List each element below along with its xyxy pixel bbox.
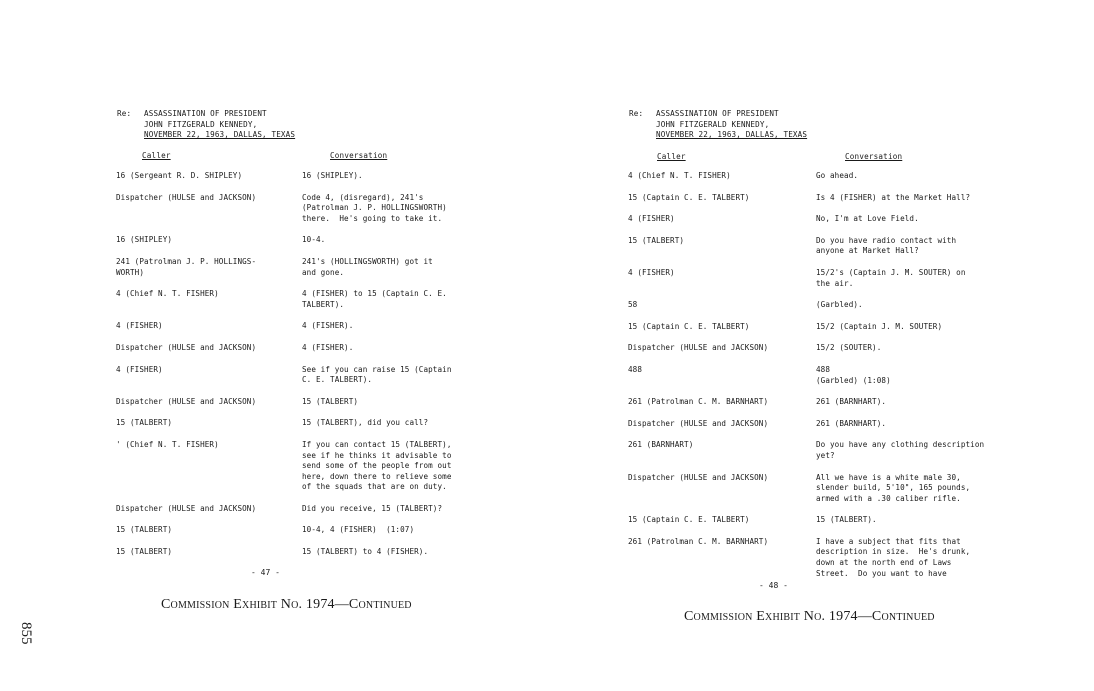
- document-header: [629, 109, 807, 141]
- document-header: [117, 109, 295, 141]
- conversation-cell: 15 (TALBERT): [302, 396, 359, 406]
- conversation-column-heading: Conversation: [845, 152, 903, 161]
- caller-cell: 4 (Chief N. T. FISHER): [628, 171, 731, 180]
- conversation-cell: 10-4.: [302, 235, 326, 245]
- caller-cell: 15 (Captain C. E. TALBERT): [628, 192, 750, 202]
- header-line-1: ASSASSINATION OF PRESIDENT: [144, 109, 267, 118]
- page-number: - 47 -: [251, 568, 280, 577]
- caller-cell: Dispatcher (HULSE and JACKSON): [628, 472, 769, 482]
- header-line-1: ASSASSINATION OF PRESIDENT: [656, 109, 779, 118]
- conversation-cell: 261 (BARNHART).: [816, 397, 887, 407]
- re-label: Re:: [629, 109, 644, 118]
- caller-cell: 16 (SHIPLEY): [116, 235, 173, 245]
- caller-cell: 261 (BARNHART): [628, 440, 694, 450]
- conversation-cell: If you can contact 15 (TALBERT), see if he thinks it advisable to send some of the people from out here, down there to relieve some of the squads that are on duty.: [302, 439, 452, 492]
- caller-cell: 488: [628, 364, 643, 374]
- transcript-rows: [116, 171, 492, 569]
- transcript-row: [628, 322, 1026, 333]
- transcript-row: [628, 473, 1026, 505]
- conversation-cell: (Garbled).: [816, 300, 863, 310]
- conversation-cell: Do you have any clothing description yet?: [816, 440, 985, 460]
- transcript-row: [116, 321, 492, 332]
- caller-cell: 58: [628, 300, 638, 310]
- caller-cell: Dispatcher (HULSE and JACKSON): [628, 343, 769, 353]
- conversation-cell: 15 (TALBERT) to 4 (FISHER).: [302, 547, 429, 557]
- conversation-column-heading: Conversation: [330, 151, 388, 160]
- caller-column-heading: Caller: [657, 152, 686, 161]
- caller-cell: 15 (TALBERT): [116, 547, 173, 557]
- caller-cell: 15 (Captain C. E. TALBERT): [628, 321, 750, 331]
- transcript-row: [628, 343, 1026, 354]
- caller-cell: Dispatcher (HULSE and JACKSON): [116, 396, 257, 406]
- caller-cell: 16 (Sergeant R. D. SHIPLEY): [116, 171, 243, 180]
- caller-cell: 261 (Patrolman C. M. BARNHART): [628, 397, 769, 407]
- transcript-row: [628, 236, 1026, 257]
- transcript-row: [116, 397, 492, 408]
- conversation-cell: See if you can raise 15 (Captain C. E. TALBERT).: [302, 364, 452, 385]
- conversation-cell: 261 (BARNHART).: [816, 418, 887, 428]
- caller-cell: 15 (TALBERT): [116, 418, 173, 428]
- conversation-cell: 10-4, 4 (FISHER) (1:07): [302, 525, 415, 535]
- transcript-row: [116, 171, 492, 182]
- caller-cell: 241 (Patrolman J. P. HOLLINGS- WORTH): [116, 256, 257, 277]
- header-line-3: NOVEMBER 22, 1963, DALLAS, TEXAS: [656, 130, 808, 139]
- conversation-cell: 15/2 (Captain J. M. SOUTER): [816, 321, 943, 331]
- conversation-cell: I have a subject that fits that description in size. He's drunk, down at the north end of Laws Street. Do you want to have: [816, 536, 971, 578]
- caller-cell: 4 (Chief N. T. FISHER): [116, 289, 219, 299]
- transcript-row: [628, 397, 1026, 408]
- exhibit-caption: Commission Exhibit No. 1974—Continued: [161, 597, 412, 612]
- transcript-row: [116, 525, 492, 536]
- caller-cell: ' (Chief N. T. FISHER): [116, 439, 219, 449]
- conversation-cell: 241's (HOLLINGSWORTH) got it and gone.: [302, 256, 433, 277]
- caller-cell: 15 (Captain C. E. TALBERT): [628, 515, 750, 525]
- conversation-cell: 15/2 (SOUTER).: [816, 343, 882, 353]
- conversation-cell: 4 (FISHER).: [302, 342, 354, 352]
- caller-cell: 4 (FISHER): [116, 321, 163, 331]
- caller-cell: 4 (FISHER): [116, 364, 163, 374]
- caller-cell: Dispatcher (HULSE and JACKSON): [116, 192, 257, 202]
- transcript-row: [116, 257, 492, 278]
- conversation-cell: Go ahead.: [816, 171, 859, 180]
- page-number: - 48 -: [759, 581, 788, 590]
- header-line-3: NOVEMBER 22, 1963, DALLAS, TEXAS: [144, 130, 296, 139]
- caller-cell: 261 (Patrolman C. M. BARNHART): [628, 536, 769, 546]
- conversation-cell: 4 (FISHER).: [302, 321, 354, 331]
- transcript-row: [116, 365, 492, 386]
- caller-cell: 15 (TALBERT): [628, 235, 685, 245]
- caller-cell: Dispatcher (HULSE and JACKSON): [116, 342, 257, 352]
- transcript-row: [116, 504, 492, 515]
- caller-column-heading: Caller: [142, 151, 171, 160]
- transcript-row: [628, 537, 1026, 579]
- transcript-row: [628, 300, 1026, 311]
- transcript-row: [628, 515, 1026, 526]
- side-page-number: 855: [18, 622, 34, 645]
- conversation-cell: 15 (TALBERT), did you call?: [302, 418, 429, 428]
- caller-cell: Dispatcher (HULSE and JACKSON): [628, 418, 769, 428]
- transcript-row: [116, 193, 492, 225]
- transcript-row: [628, 365, 1026, 386]
- transcript-row: [628, 214, 1026, 225]
- conversation-cell: Did you receive, 15 (TALBERT)?: [302, 503, 443, 513]
- transcript-row: [116, 547, 492, 558]
- conversation-cell: All we have is a white male 30, slender build, 5'10", 165 pounds, armed with a .30 caliber rifle.: [816, 472, 971, 503]
- transcript-row: [116, 343, 492, 354]
- header-line-2: JOHN FITZGERALD KENNEDY,: [144, 119, 258, 129]
- conversation-cell: 15 (TALBERT).: [816, 515, 877, 525]
- conversation-cell: No, I'm at Love Field.: [816, 214, 919, 224]
- conversation-cell: 4 (FISHER) to 15 (Captain C. E. TALBERT).: [302, 289, 447, 309]
- transcript-row: [628, 268, 1026, 289]
- transcript-row: [628, 440, 1026, 461]
- conversation-cell: 15/2's (Captain J. M. SOUTER) on the air.: [816, 267, 966, 288]
- right-page: [547, 0, 1094, 691]
- transcript-row: [628, 419, 1026, 430]
- header-line-2: JOHN FITZGERALD KENNEDY,: [656, 119, 770, 129]
- conversation-cell: Code 4, (disregard), 241's (Patrolman J. P. HOLLINGSWORTH) there. He's going to take it.: [302, 192, 447, 223]
- re-label: Re:: [117, 109, 132, 118]
- transcript-row: [116, 440, 492, 493]
- caller-cell: 15 (TALBERT): [116, 525, 173, 535]
- transcript-row: [116, 289, 492, 310]
- caller-cell: 4 (FISHER): [628, 214, 675, 224]
- transcript-row: [116, 418, 492, 429]
- exhibit-caption: Commission Exhibit No. 1974—Continued: [684, 609, 935, 624]
- transcript-rows: [628, 171, 1026, 590]
- transcript-row: [628, 171, 1026, 182]
- transcript-row: [116, 235, 492, 246]
- transcript-row: [628, 193, 1026, 204]
- conversation-cell: 488 (Garbled) (1:08): [816, 364, 891, 385]
- conversation-cell: Do you have radio contact with anyone at Market Hall?: [816, 235, 957, 256]
- conversation-cell: 16 (SHIPLEY).: [302, 171, 363, 180]
- caller-cell: Dispatcher (HULSE and JACKSON): [116, 503, 257, 513]
- conversation-cell: Is 4 (FISHER) at the Market Hall?: [816, 192, 971, 202]
- caller-cell: 4 (FISHER): [628, 267, 675, 277]
